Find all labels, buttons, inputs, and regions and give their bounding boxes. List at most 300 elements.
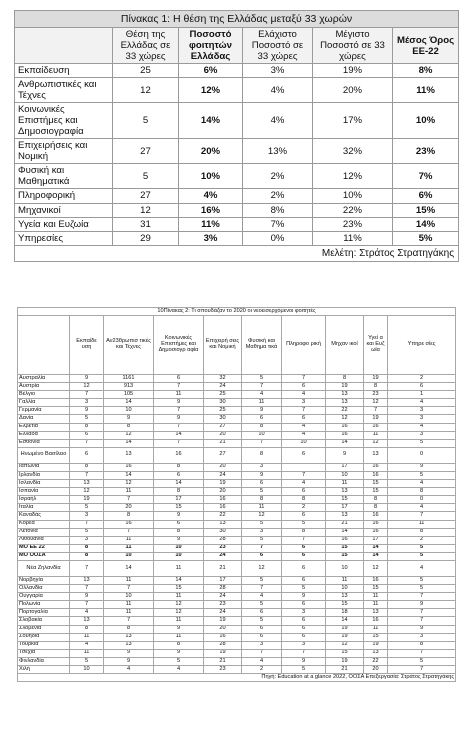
- table-2-cell: 8: [70, 423, 104, 431]
- table-2-cell: 5: [242, 520, 282, 528]
- table-2-cell: 3: [282, 399, 326, 407]
- table-2-cell: 15: [326, 601, 364, 609]
- table-2-cell: 15: [326, 649, 364, 657]
- table-2-row-label: Νορβηγία: [18, 576, 70, 584]
- table-2-cell: 9: [388, 463, 456, 471]
- table-2-cell: 5: [70, 528, 104, 536]
- table-2-cell: 20: [204, 625, 242, 633]
- table-2-cell: 5: [70, 504, 104, 512]
- table-2-cell: 8: [242, 423, 282, 431]
- table-2-cell: 19: [364, 375, 388, 383]
- table-2-cell: 23: [204, 601, 242, 609]
- table-2-cell: 6: [282, 560, 326, 576]
- table-2-cell: 16: [364, 617, 388, 625]
- table-2-row: [18, 391, 456, 399]
- table-2-cell: 7: [104, 585, 154, 593]
- table-2-row-label: Ιαπωνία: [18, 463, 70, 471]
- table-2-cell: 8: [104, 423, 154, 431]
- table-2-cell: 10: [242, 431, 282, 439]
- table-2-cell: 4: [388, 399, 456, 407]
- table-2-cell: 5: [282, 585, 326, 593]
- table-2-row-label: Ισλανδία: [18, 480, 70, 488]
- table-2-cell: 14: [326, 528, 364, 536]
- table-2-cell: 6: [70, 447, 104, 463]
- table-2-cell: 14: [364, 544, 388, 552]
- table-2-cell: 11: [364, 625, 388, 633]
- table-1-cell: 10%: [179, 164, 243, 189]
- table-2-cell: 15: [326, 552, 364, 560]
- table-2-cell: 3: [388, 407, 456, 415]
- table-2-cell: 9: [154, 399, 204, 407]
- table-2-cell: 14: [104, 560, 154, 576]
- table-2-cell: 12: [154, 601, 204, 609]
- table-1-cell: 20%: [313, 78, 393, 103]
- table-2-cell: 12: [154, 609, 204, 617]
- table-2-cell: 20: [204, 488, 242, 496]
- table-2-row: [18, 375, 456, 383]
- table-1-row-label: Ανθρωπιστικές και Τέχνες: [15, 78, 113, 103]
- table-2-row: [18, 617, 456, 625]
- table-2-cell: 19: [204, 649, 242, 657]
- table-2-cell: 16: [204, 633, 242, 641]
- table-2-cell: 7: [104, 617, 154, 625]
- table-2-cell: 12: [70, 383, 104, 391]
- table-2-cell: 8: [388, 528, 456, 536]
- table-2-cell: 7: [154, 407, 204, 415]
- table-2-cell: 18: [326, 609, 364, 617]
- table-2-cell: 13: [364, 609, 388, 617]
- table-2-cell: 10: [70, 666, 104, 674]
- table-2-cell: 12: [364, 439, 388, 447]
- table-2-row: [18, 528, 456, 536]
- table-1-row: [15, 189, 459, 203]
- table-2-cell: 7: [104, 528, 154, 536]
- table-2-cell: 3: [282, 641, 326, 649]
- table-2-cell: 22: [364, 657, 388, 665]
- table-2-cell: 16: [104, 463, 154, 471]
- table-2-cell: 1: [388, 391, 456, 399]
- table-2-cell: 16: [364, 520, 388, 528]
- table-2-row: [18, 520, 456, 528]
- table-2-cell: 19: [364, 415, 388, 423]
- table-2-cell: 23: [204, 544, 242, 552]
- table-2-cell: 15: [364, 480, 388, 488]
- table-2-cell: 10: [104, 552, 154, 560]
- table-2-cell: 4: [282, 423, 326, 431]
- table-2-row: [18, 496, 456, 504]
- table-2-cell: 5: [242, 601, 282, 609]
- table-2-cell: 5: [388, 471, 456, 479]
- table-2-cell: 11: [104, 576, 154, 584]
- table-2-cell: 4: [154, 666, 204, 674]
- table-1-cell: 12%: [313, 164, 393, 189]
- table-2-cell: 9: [104, 649, 154, 657]
- table-2-cell: 7: [388, 609, 456, 617]
- table-1-cell: 31: [113, 217, 179, 231]
- table-2-cell: 8: [154, 641, 204, 649]
- table-2-cell: 11: [154, 633, 204, 641]
- table-2-cell: 9: [154, 649, 204, 657]
- table-1-container: [14, 10, 458, 262]
- table-2-cell: 7: [282, 375, 326, 383]
- table-2-cell: 9: [154, 512, 204, 520]
- table-2-cell: 13: [104, 447, 154, 463]
- table-2-cell: 12: [104, 431, 154, 439]
- table-1-header-cell: Ελάχιστο Ποσοστό σε 33 χώρες: [243, 28, 313, 64]
- table-2-cell: 11: [154, 593, 204, 601]
- table-1-header-cell: Ποσοστό φοιτητών Ελλάδας: [179, 28, 243, 64]
- table-1-cell: 5: [113, 164, 179, 189]
- table-2-cell: 5: [242, 375, 282, 383]
- table-2-cell: 7: [364, 407, 388, 415]
- table-2-row: [18, 593, 456, 601]
- table-2-row: [18, 625, 456, 633]
- table-2-cell: 9: [70, 375, 104, 383]
- table-2-cell: 9: [70, 593, 104, 601]
- table-2-cell: 3: [388, 633, 456, 641]
- table-1-cell: 12: [113, 78, 179, 103]
- table-2-row-label: Γερμανία: [18, 407, 70, 415]
- table-2-cell: 6: [242, 625, 282, 633]
- table-1-cell: 7%: [393, 164, 459, 189]
- table-2-cell: 16: [364, 423, 388, 431]
- table-2-cell: 5: [70, 415, 104, 423]
- table-2-cell: 7: [388, 512, 456, 520]
- table-2-cell: 6: [282, 488, 326, 496]
- table-2-row-label: Πορτογαλία: [18, 609, 70, 617]
- table-2-cell: 7: [242, 383, 282, 391]
- table-2-cell: 10: [154, 552, 204, 560]
- table-2-cell: 23: [364, 391, 388, 399]
- table-1-row-label: Υπηρεσίες: [15, 231, 113, 245]
- table-2-cell: 11: [326, 480, 364, 488]
- table-1-cell: 3%: [243, 64, 313, 78]
- table-2-cell: 16: [326, 423, 364, 431]
- table-2-header-cell: Αν23θρωπισ τικές και Τέχνες: [104, 316, 154, 375]
- table-2-row-label: Νέα Ζηλανδία: [18, 560, 70, 576]
- table-1-cell: 11%: [179, 217, 243, 231]
- table-2-cell: 10: [154, 544, 204, 552]
- table-2-cell: 6: [282, 415, 326, 423]
- table-2-cell: 14: [326, 439, 364, 447]
- table-2-cell: 7: [282, 471, 326, 479]
- table-2-cell: 3: [242, 528, 282, 536]
- table-2-cell: 2: [388, 536, 456, 544]
- table-2-row: [18, 657, 456, 665]
- table-2-header-cell: Υγεί α και Ευζ ωία: [364, 316, 388, 375]
- table-2-cell: 17: [154, 496, 204, 504]
- table-2-cell: 0: [388, 496, 456, 504]
- table-2-cell: 7: [70, 439, 104, 447]
- table-1-cell: 4%: [243, 103, 313, 139]
- table-1-cell: 5%: [393, 231, 459, 245]
- table-2-cell: 13: [70, 576, 104, 584]
- table-2-cell: 3: [242, 463, 282, 471]
- table-2-cell: 22: [204, 512, 242, 520]
- table-2-cell: 16: [364, 471, 388, 479]
- table-2-cell: 11: [104, 609, 154, 617]
- table-1-row-label: Εκπαίδευση: [15, 64, 113, 78]
- table-1-row: [15, 64, 459, 78]
- table-2-row: [18, 649, 456, 657]
- table-1-cell: 14%: [393, 217, 459, 231]
- table-1-cell: 8%: [393, 64, 459, 78]
- table-2-cell: 19: [70, 496, 104, 504]
- table-2-cell: 6: [70, 431, 104, 439]
- table-2-header-cell: Φυσική και Μαθημα τικά: [242, 316, 282, 375]
- table-1-cell: 7%: [243, 217, 313, 231]
- table-2-cell: 105: [104, 391, 154, 399]
- table-2-cell: 11: [242, 504, 282, 512]
- table-2-cell: 15: [364, 585, 388, 593]
- table-2-cell: 7: [282, 649, 326, 657]
- table-2-cell: 7: [70, 560, 104, 576]
- table-1-cell: 6%: [179, 64, 243, 78]
- table-2-row-label: Γαλλία: [18, 399, 70, 407]
- table-2-cell: 21: [326, 666, 364, 674]
- table-2-cell: 14: [104, 439, 154, 447]
- table-2-cell: 21: [204, 560, 242, 576]
- table-2-cell: 23: [204, 666, 242, 674]
- table-2-cell: 10: [282, 439, 326, 447]
- table-2-cell: 11: [104, 488, 154, 496]
- table-2-cell: 7: [104, 496, 154, 504]
- table-2-cell: 11: [104, 536, 154, 544]
- table-2-cell: 8: [104, 625, 154, 633]
- table-1-cell: 19%: [313, 64, 393, 78]
- table-1-row-label: Πληροφορική: [15, 189, 113, 203]
- table-2-row-label: Φινλανδία: [18, 657, 70, 665]
- table-2-cell: 6: [282, 633, 326, 641]
- table-2-row: [18, 383, 456, 391]
- table-1-header-cell: Μέσος Όρος ΕΕ-22: [393, 28, 459, 64]
- table-1-row-label: Μηχανικοί: [15, 203, 113, 217]
- table-2-cell: 9: [154, 415, 204, 423]
- table-2-row-label: Ολλανδία: [18, 585, 70, 593]
- table-2-cell: 19: [326, 657, 364, 665]
- table-2-cell: 20: [204, 463, 242, 471]
- table-2-cell: 8: [154, 528, 204, 536]
- table-2-cell: 10: [326, 560, 364, 576]
- table-2-cell: 5: [242, 488, 282, 496]
- table-1-cell: 27: [113, 139, 179, 164]
- table-2-cell: 14: [154, 431, 204, 439]
- table-2-cell: 6: [282, 552, 326, 560]
- table-2-cell: 28: [204, 585, 242, 593]
- table-2-cell: 12: [242, 512, 282, 520]
- table-2: [17, 307, 456, 682]
- table-2-cell: 7: [154, 439, 204, 447]
- table-2-header-cell: Εκπαίδε υση: [70, 316, 104, 375]
- table-1-cell: 20%: [179, 139, 243, 164]
- table-2-cell: 4: [242, 391, 282, 399]
- table-2-cell: 6: [242, 552, 282, 560]
- table-2-row: [18, 544, 456, 552]
- table-2-cell: 13: [326, 593, 364, 601]
- table-2-cell: 3: [70, 512, 104, 520]
- table-2-cell: 913: [104, 383, 154, 391]
- table-2-cell: 12: [242, 560, 282, 576]
- table-2-cell: 17: [364, 536, 388, 544]
- table-2-cell: 11: [364, 601, 388, 609]
- table-2-cell: 19: [364, 641, 388, 649]
- table-2-header-row: [18, 316, 456, 375]
- table-2-row: [18, 504, 456, 512]
- table-2-cell: 11: [364, 593, 388, 601]
- table-2-cell: 24: [204, 552, 242, 560]
- table-2-cell: 6: [154, 520, 204, 528]
- table-2-row: [18, 480, 456, 488]
- table-2-header-cell: Πληροφο ρική: [282, 316, 326, 375]
- table-2-cell: 24: [204, 609, 242, 617]
- table-2-cell: 8: [364, 504, 388, 512]
- table-1-row-label: Φυσική και Μαθηματικά: [15, 164, 113, 189]
- table-2-row: [18, 552, 456, 560]
- table-2-cell: 5: [242, 617, 282, 625]
- table-2-cell: 15: [326, 544, 364, 552]
- table-1-cell: 4%: [179, 189, 243, 203]
- table-2-cell: 7: [154, 423, 204, 431]
- table-2-cell: 8: [154, 463, 204, 471]
- table-2-cell: 2: [282, 504, 326, 512]
- table-2-cell: 6: [242, 415, 282, 423]
- table-1-cell: 2%: [243, 164, 313, 189]
- table-1-cell: 6%: [393, 189, 459, 203]
- table-1-row: [15, 164, 459, 189]
- table-1-cell: 13%: [243, 139, 313, 164]
- table-2-cell: 20: [364, 666, 388, 674]
- table-2-cell: 8: [242, 496, 282, 504]
- table-2-cell: 6: [282, 617, 326, 625]
- table-2-cell: 4: [104, 666, 154, 674]
- table-2-cell: 16: [326, 536, 364, 544]
- table-2-cell: 15: [364, 633, 388, 641]
- table-2-cell: 7: [282, 407, 326, 415]
- table-2-row: [18, 399, 456, 407]
- table-2-cell: 9: [282, 593, 326, 601]
- table-2-cell: 3: [388, 431, 456, 439]
- table-1-cell: 32%: [313, 139, 393, 164]
- table-2-cell: 8: [282, 496, 326, 504]
- table-2-cell: 13: [70, 617, 104, 625]
- table-2-cell: 13: [326, 512, 364, 520]
- table-2-cell: 27: [204, 423, 242, 431]
- table-1-cell: 17%: [313, 103, 393, 139]
- table-1-row: [15, 78, 459, 103]
- table-2-cell: 12: [104, 480, 154, 488]
- table-1-header-cell: Μέγιστο Ποσοστό σε 33 χώρες: [313, 28, 393, 64]
- table-2-cell: 10: [326, 585, 364, 593]
- table-2-cell: 7: [70, 601, 104, 609]
- table-2-row-label: Κορέα: [18, 520, 70, 528]
- table-2-cell: 3: [282, 609, 326, 617]
- table-2-row: [18, 471, 456, 479]
- table-1-cell: 23%: [393, 139, 459, 164]
- table-1-cell: 11%: [393, 78, 459, 103]
- table-2-cell: 24: [204, 471, 242, 479]
- table-2-cell: 12: [364, 399, 388, 407]
- table-2-cell: 7: [282, 536, 326, 544]
- table-2-row-label: Καναδάς: [18, 512, 70, 520]
- table-2-row: [18, 666, 456, 674]
- table-2-cell: 9: [70, 407, 104, 415]
- table-2-cell: 9: [104, 415, 154, 423]
- table-2-cell: 7: [70, 391, 104, 399]
- table-2-cell: 4: [282, 480, 326, 488]
- table-2-cell: 5: [388, 439, 456, 447]
- table-2-cell: 6: [242, 633, 282, 641]
- table-2-cell: 20: [204, 431, 242, 439]
- table-2-row: [18, 447, 456, 463]
- table-2-cell: 24: [204, 593, 242, 601]
- table-1-row: [15, 139, 459, 164]
- table-2-cell: 7: [70, 520, 104, 528]
- table-1-cell: 2%: [243, 189, 313, 203]
- table-2-cell: 2: [388, 375, 456, 383]
- table-2-row-label: Ηνωμένο Βασίλειο: [18, 447, 70, 463]
- table-2-header-cell: [18, 316, 70, 375]
- table-2-row-label: Αυστραλία: [18, 375, 70, 383]
- table-1-title: Πίνακας 1: Η θέση της Ελλάδας μεταξύ 33 χωρών: [15, 11, 459, 28]
- table-2-cell: 7: [388, 649, 456, 657]
- table-2-cell: 32: [204, 375, 242, 383]
- table-2-cell: 7: [242, 544, 282, 552]
- table-2-cell: 28: [204, 641, 242, 649]
- table-2-cell: 1161: [104, 375, 154, 383]
- table-2-cell: 8: [364, 496, 388, 504]
- table-2-cell: 9: [154, 536, 204, 544]
- table-2-header-cell: Υπηρε σίες: [388, 316, 456, 375]
- table-2-cell: 7: [70, 585, 104, 593]
- table-2-cell: 8: [154, 488, 204, 496]
- table-2-row: [18, 633, 456, 641]
- table-2-cell: 11: [154, 617, 204, 625]
- table-2-cell: 28: [204, 536, 242, 544]
- table-1-row-label: Επιχειρήσεις και Νομική: [15, 139, 113, 164]
- table-2-row: [18, 601, 456, 609]
- table-2-cell: 8: [242, 447, 282, 463]
- table-1-cell: 3%: [179, 231, 243, 245]
- table-2-cell: 15: [154, 585, 204, 593]
- table-2-cell: 14: [364, 552, 388, 560]
- table-2-row: [18, 560, 456, 576]
- table-2-cell: 6: [282, 512, 326, 520]
- table-2-cell: 8: [70, 544, 104, 552]
- table-2-cell: 16: [364, 528, 388, 536]
- table-2-cell: 11: [242, 399, 282, 407]
- table-1-row: [15, 231, 459, 245]
- table-2-cell: 13: [326, 399, 364, 407]
- table-2-row-label: Βέλγιο: [18, 391, 70, 399]
- table-2-cell: 8: [70, 552, 104, 560]
- table-1-cell: 29: [113, 231, 179, 245]
- table-2-row-label: Ιρλανδία: [18, 471, 70, 479]
- table-2-row: [18, 463, 456, 471]
- table-2-cell: 20: [104, 504, 154, 512]
- table-2-cell: 16: [204, 496, 242, 504]
- table-2-cell: 7: [242, 649, 282, 657]
- table-2-row: [18, 641, 456, 649]
- table-1-row: [15, 103, 459, 139]
- table-2-cell: 16: [364, 576, 388, 584]
- table-2-cell: 5: [70, 657, 104, 665]
- table-2-cell: 4: [388, 560, 456, 576]
- table-2-row-label: Σλοβενία: [18, 625, 70, 633]
- table-1-cell: 4%: [243, 78, 313, 103]
- table-2-cell: 5: [388, 657, 456, 665]
- table-2-cell: 9: [326, 447, 364, 463]
- table-2-cell: 6: [282, 601, 326, 609]
